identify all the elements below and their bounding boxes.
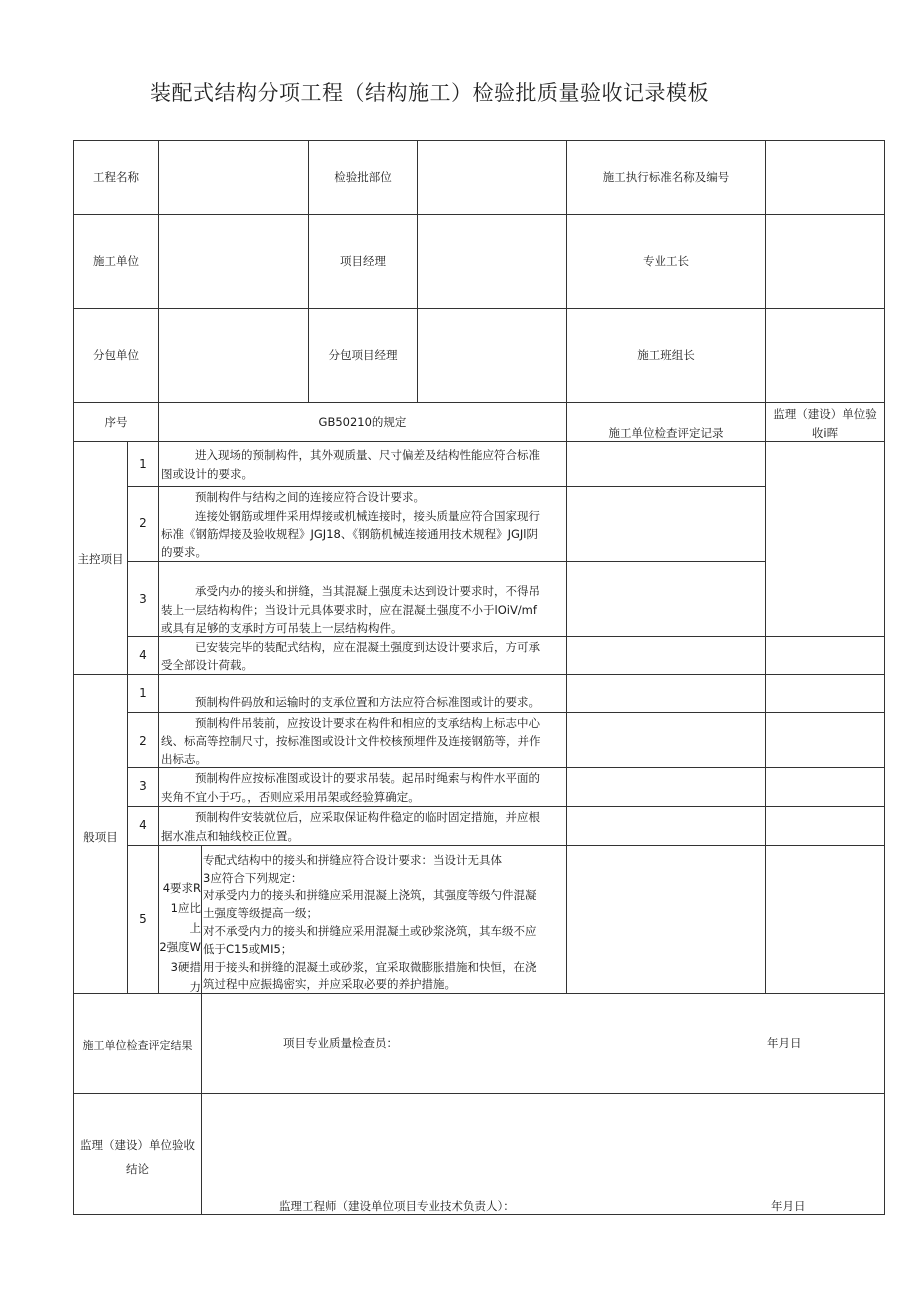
supervision-header-line2: 收i晖 xyxy=(811,426,839,440)
row-divider xyxy=(73,214,885,215)
general-item-5-num: 5 xyxy=(139,912,147,926)
supervision-conclusion-label-1: 监理（建设）单位验收 xyxy=(80,1138,195,1152)
seq-header: 序号 xyxy=(104,415,128,429)
main-item-1-num: 1 xyxy=(139,457,147,471)
main-item-4-num: 4 xyxy=(139,648,147,662)
page-title: 装配式结构分项工程（结构施工）检验批质量验收记录模板 xyxy=(150,81,709,105)
general-item-5-text: 低于C15或MI5； xyxy=(203,942,293,956)
main-item-3-num: 3 xyxy=(139,592,147,606)
spec-header: GB50210的规定 xyxy=(318,415,407,429)
general-item-4-text: 据水准点和轴线校正位置。 xyxy=(161,829,299,843)
main-item-2-text: 标准《钢筋焊接及验收规程》JGJ18、《钢筋机械连接通用技术规程》JGJl阴 xyxy=(161,527,538,541)
team-leader-label: 施工班组长 xyxy=(637,348,695,362)
project-name-label: 工程名称 xyxy=(93,170,139,184)
side-line: 3硬措 xyxy=(170,960,201,975)
general-item-4-text: 预制构件安装就位后，应采取保证构件稳定的临时固定措施，并应根 xyxy=(195,810,540,824)
main-item-1-text: 图或设计的要求。 xyxy=(161,467,253,481)
general-item-3-text: 夹角不宜小于巧。，否则应采用吊架或经验算确定。 xyxy=(161,790,420,804)
general-item-5-text: 专配式结构中的接头和拼缝应符合设计要求：当设计无具体 xyxy=(203,853,502,867)
row-divider xyxy=(127,767,885,768)
general-item-5-text: 对不承受内力的接头和拼缝应采用混凝土或砂浆浇筑，其车级不应 xyxy=(203,924,537,938)
general-items-label: 般项目 xyxy=(83,830,118,844)
general-item-5-text: 用于接头和拼缝的混凝土或砂浆，宜采取微膨胀措施和快恒，在浇 xyxy=(203,960,537,974)
foreman-label: 专业工长 xyxy=(643,254,689,268)
row-divider xyxy=(127,561,766,562)
general-item-2-text: 线、标高等控制尺寸，按标准图或设计文件校核预埋件及连接钢筋等，并作 xyxy=(161,734,541,748)
side-line: 2强度W xyxy=(159,940,201,955)
standard-label: 施工执行标准名称及编号 xyxy=(602,170,730,184)
main-item-1-text: 进入现场的预制构件，其外观质量、尺寸偏差及结构性能应符合标准 xyxy=(195,448,540,462)
col-divider xyxy=(201,993,202,1215)
col-divider xyxy=(417,140,418,402)
row-divider xyxy=(127,712,885,713)
main-item-2-num: 2 xyxy=(139,516,147,530)
subcontractor-label: 分包单位 xyxy=(93,348,139,362)
project-manager-label: 项目经理 xyxy=(340,254,386,268)
supervision-header-line1: 监理（建设）单位验 xyxy=(773,407,877,421)
table-border-right xyxy=(884,140,885,1215)
general-item-1-text: 预制构件码放和运输时的支承位置和方法应符合标准图或计的要求。 xyxy=(195,695,540,709)
table-border-top xyxy=(73,140,885,141)
col-divider xyxy=(158,140,159,442)
date-1: 年月日 xyxy=(767,1036,802,1050)
general-item-2-num: 2 xyxy=(139,734,147,748)
general-item-5-text: 土强度等级提高一级； xyxy=(203,906,318,920)
general-item-3-text: 预制构件应按标准图或设计的要求吊装。起吊时绳索与构件水平面的 xyxy=(195,771,540,785)
general-item-5-text: 3应符合下列规定： xyxy=(203,871,303,885)
check-record-header: 施工单位检查评定记录 xyxy=(608,426,724,440)
supervision-conclusion-label-2: 结论 xyxy=(126,1162,149,1176)
col-divider xyxy=(765,140,766,993)
general-item-1-num: 1 xyxy=(139,686,147,700)
main-item-4-text: 已安装完毕的装配式结构，应在混凝土强度到达设计要求后，方可承 xyxy=(195,640,540,654)
main-item-3-text: 承受内办的接头和拼缝，当其混凝上强度未达到设计要求时，不得吊 xyxy=(195,584,540,598)
main-items-label: 主控项目 xyxy=(77,552,124,566)
inspection-part-label: 检验批部位 xyxy=(334,170,392,184)
general-item-5-text: 筑过程中应振捣密实，并应采取必要的养护措施。 xyxy=(203,977,456,991)
construction-unit-label: 施工单位 xyxy=(93,254,139,268)
sub-manager-label: 分包项目经理 xyxy=(328,348,398,362)
general-item-3-num: 3 xyxy=(139,779,147,793)
col-divider xyxy=(201,845,202,993)
general-item-5-text: 对承受内力的接头和拼缝应采用混凝上浇筑，其强度等级勺件混凝 xyxy=(203,888,537,902)
main-item-2-text: 的要求。 xyxy=(161,545,207,559)
date-2: 年月日 xyxy=(771,1199,806,1213)
general-item-4-num: 4 xyxy=(139,818,147,832)
row-divider xyxy=(73,402,885,403)
main-item-2-text: 预制构件与结构之间的连接应符合设计要求。 xyxy=(195,490,425,504)
inspector-label: 项目专业质量检查员： xyxy=(283,1036,398,1050)
side-line: 力 xyxy=(189,979,201,994)
general-item-5-side xyxy=(159,879,201,998)
check-result-label: 施工单位检查评定结果 xyxy=(82,1039,193,1052)
main-item-3-text: 或具有足够的支承时方可吊装上一层结构构件。 xyxy=(161,621,403,635)
row-divider xyxy=(73,308,885,309)
main-item-3-text: 装上一层结构构件；当设计元具体要求时，应在混凝土强度不小于lOiV/mf xyxy=(161,603,537,617)
row-divider xyxy=(73,1093,885,1094)
general-item-2-text: 出标志。 xyxy=(161,752,207,766)
side-line: 1应比 xyxy=(170,900,201,915)
general-item-2-text: 预制构件吊装前，应按设计要求在构件和相应的支承结构上标志中心 xyxy=(195,716,540,730)
main-item-4-text: 受全部设计荷载。 xyxy=(161,658,253,672)
main-item-2-text: 连接处钢筋或埋件采用焊接或机械连接时，接头质量应符合国家现行 xyxy=(195,509,540,523)
side-line: 4要求R xyxy=(162,881,201,895)
engineer-label: 监理工程师（建设单位项目专业技术负责人）： xyxy=(279,1199,515,1213)
row-divider xyxy=(127,486,766,487)
side-line: 上 xyxy=(189,920,201,935)
